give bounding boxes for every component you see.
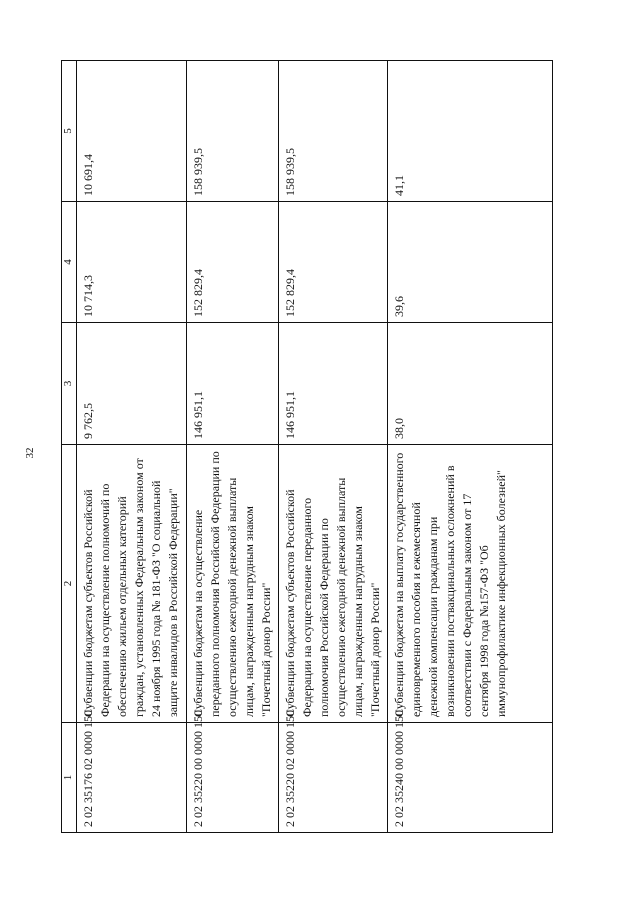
page-number: 32 <box>24 447 36 459</box>
amount-col4-cell: 152 829,4 <box>187 202 279 323</box>
amount-col3-cell: 146 951,1 <box>187 323 279 445</box>
amount-col3-cell: 38,0 <box>388 323 553 445</box>
budget-code-cell: 2 02 35176 02 0000 150 <box>77 723 187 833</box>
description-cell: Субвенции бюджетам субъектов Российской Федерации на осуществление переданного полномочия Российской Федерации по осуществлению ежегодной денежной выплаты лицам, награжденным нагрудным знаком "Почетный донор России" <box>279 445 388 723</box>
column-header-5: 5 <box>62 61 77 202</box>
amount-col4-cell: 10 714,3 <box>77 202 187 323</box>
table-row <box>187 61 279 833</box>
amount-col4-cell: 39,6 <box>388 202 553 323</box>
table-row <box>388 61 553 833</box>
budget-table-container <box>61 61 553 833</box>
column-header-1: 1 <box>62 723 77 833</box>
column-header-3: 3 <box>62 323 77 445</box>
column-header-2: 2 <box>62 445 77 723</box>
budget-code-cell: 2 02 35240 00 0000 150 <box>388 723 553 833</box>
amount-col4-cell: 152 829,4 <box>279 202 388 323</box>
table-row <box>77 61 187 833</box>
amount-col5-cell: 10 691,4 <box>77 61 187 202</box>
amount-col5-cell: 41,1 <box>388 61 553 202</box>
column-header-4: 4 <box>62 202 77 323</box>
table-header-row <box>62 61 77 833</box>
table-row <box>279 61 388 833</box>
description-cell: Субвенции бюджетам субъектов Российской Федерации на осуществление полномочий по обеспечению жильем отдельных категорий граждан, установленных Федеральным законом от 24 ноября 1995 года № 181-ФЗ "О социальной защите инвалидов в Российской Федерации" <box>77 445 187 723</box>
budget-table <box>61 60 553 833</box>
amount-col5-cell: 158 939,5 <box>279 61 388 202</box>
budget-code-cell: 2 02 35220 00 0000 150 <box>187 723 279 833</box>
amount-col5-cell: 158 939,5 <box>187 61 279 202</box>
description-cell: Субвенции бюджетам на выплату государственного единовременного пособия и ежемесячной денежной компенсации гражданам при возникновении поствакцинальных осложнений в соответствии с Федеральным законом от 17 сентября 1998 года №157-ФЗ "Об иммунопрофилактике инфекционных болезней" <box>388 445 553 723</box>
amount-col3-cell: 9 762,5 <box>77 323 187 445</box>
budget-code-cell: 2 02 35220 02 0000 150 <box>279 723 388 833</box>
description-cell: Субвенции бюджетам на осуществление переданного полномочия Российской Федерации по осуществлению ежегодной денежной выплаты лицам, награжденным нагрудным знаком "Почетный донор России" <box>187 445 279 723</box>
amount-col3-cell: 146 951,1 <box>279 323 388 445</box>
